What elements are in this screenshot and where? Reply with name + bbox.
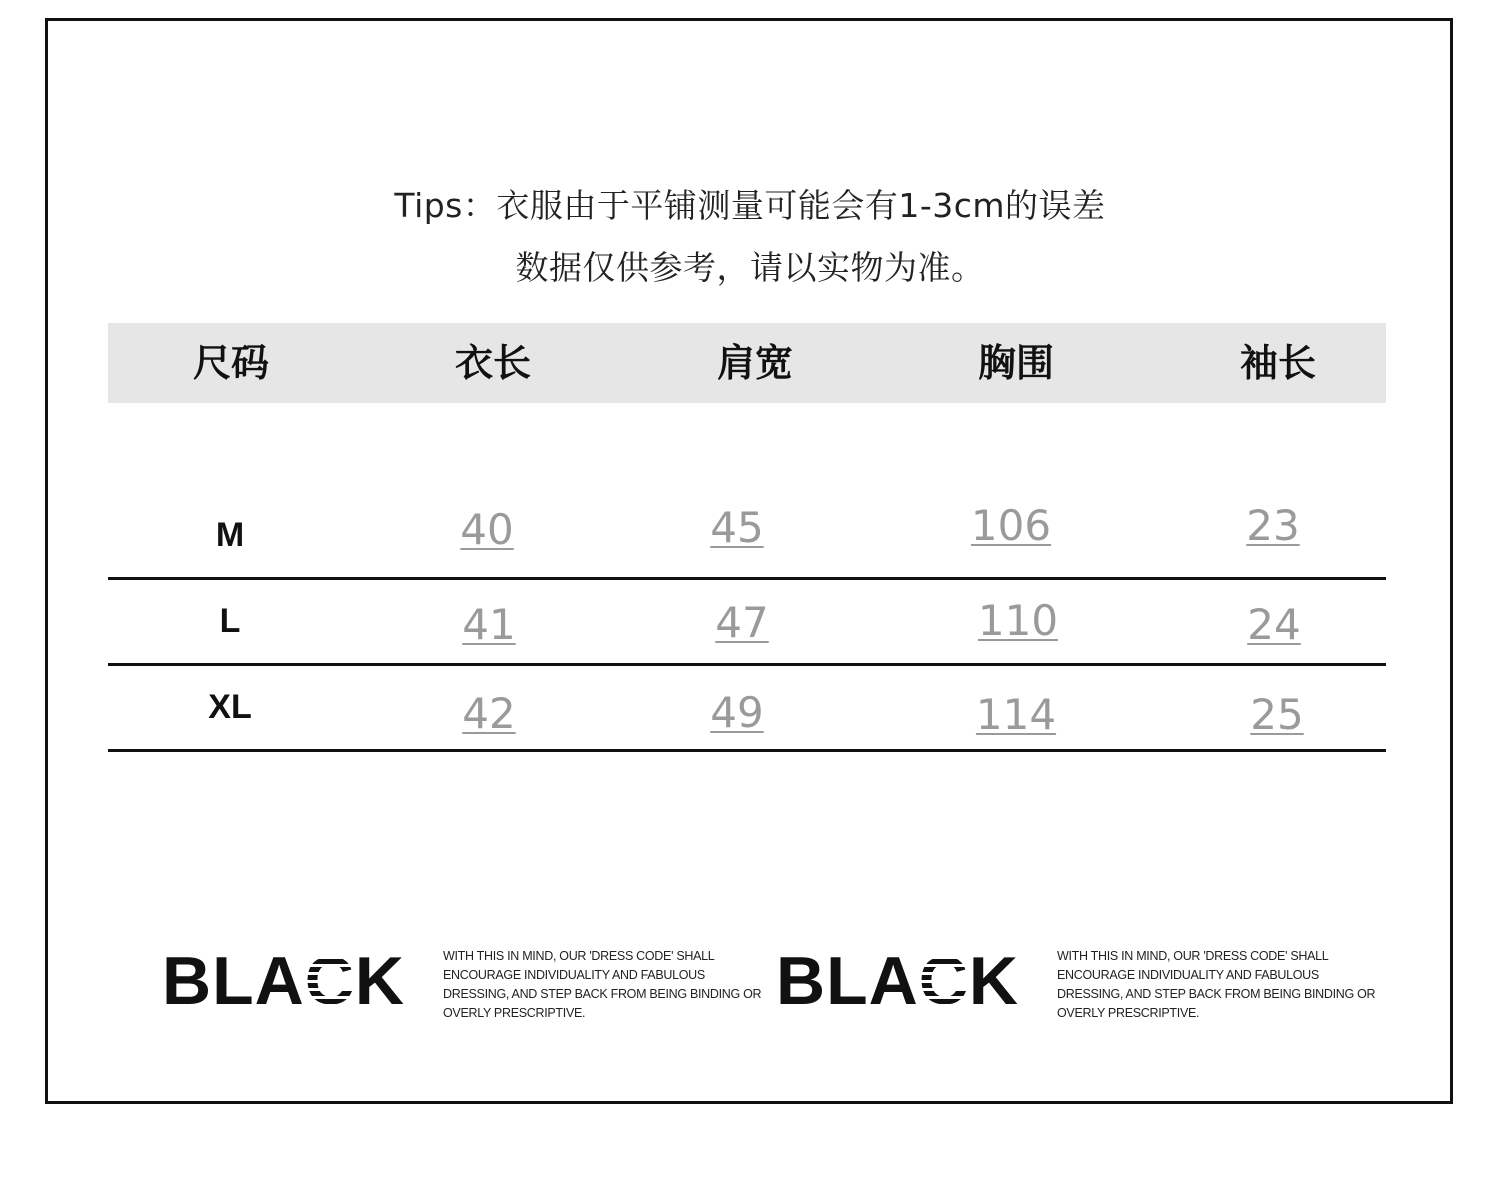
table-row [108, 596, 1386, 660]
value-length: 42 [462, 689, 516, 738]
value-shoulder: 47 [715, 598, 769, 647]
size-label: XL [208, 688, 252, 726]
value-shoulder: 49 [710, 688, 764, 737]
brand-motto: WITH THIS IN MIND, OUR 'DRESS CODE' SHALL ENCOURAGE INDIVIDUALITY AND FABULOUS DRESSING, AND STEP BACK FROM BEING BINDING OR OVERLY PRESCRIPTIVE. [1057, 949, 1376, 1020]
value-sleeve: 23 [1246, 501, 1300, 550]
brand-motto: WITH THIS IN MIND, OUR 'DRESS CODE' SHALL ENCOURAGE INDIVIDUALITY AND FABULOUS DRESSING, AND STEP BACK FROM BEING BINDING OR OVERLY PRESCRIPTIVE. [443, 949, 762, 1020]
value-sleeve: 25 [1250, 690, 1304, 739]
tips-line-2: 数据仅供参考，请以实物为准。 [515, 248, 985, 287]
value-chest: 114 [975, 690, 1057, 739]
value-shoulder: 45 [710, 503, 764, 552]
value-chest: 110 [977, 596, 1059, 645]
row-divider [108, 577, 1386, 580]
header-chest: 胸围 [977, 341, 1054, 385]
value-length: 41 [462, 600, 516, 649]
value-sleeve: 24 [1247, 600, 1301, 649]
tips-line-1: Tips：衣服由于平铺测量可能会有1-3cm的误差 [394, 186, 1106, 225]
value-chest: 106 [970, 501, 1052, 550]
brand-logo: BLACK [776, 943, 1019, 1019]
row-divider [108, 749, 1386, 752]
value-length: 40 [460, 505, 514, 554]
brand-logo: BLACK [162, 943, 405, 1019]
table-header [108, 323, 1386, 403]
row-divider [108, 663, 1386, 666]
header-shoulder: 肩宽 [716, 341, 793, 385]
table-row [108, 684, 1386, 748]
header-length: 衣长 [454, 341, 531, 385]
size-label: L [219, 602, 241, 640]
header-size: 尺码 [192, 341, 269, 385]
table-row [108, 500, 1386, 570]
header-sleeve: 袖长 [1239, 341, 1316, 385]
size-label: M [215, 516, 245, 554]
